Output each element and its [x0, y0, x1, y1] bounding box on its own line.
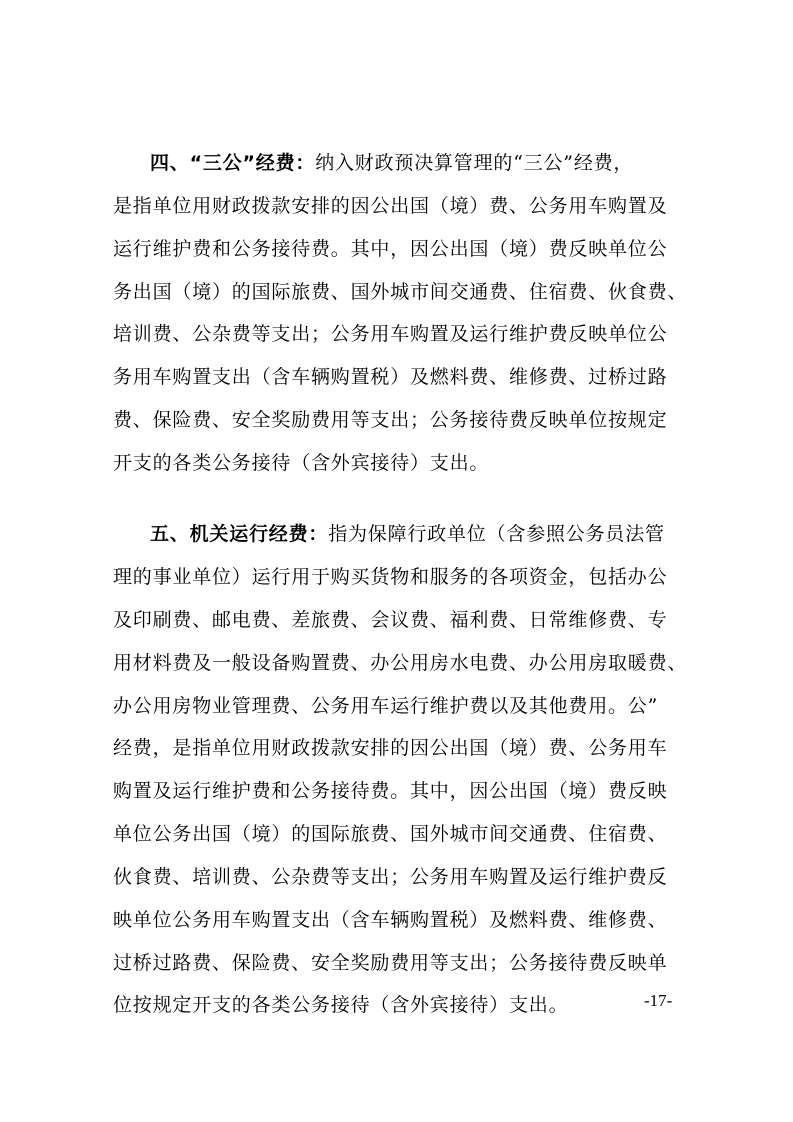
section5-line-10: 过桥过路费、保险费、安全奖励费用等支出；公务接待费反映单 [113, 952, 668, 974]
section4-line-7: 开支的各类公务接待（含外宾接待）支出。 [113, 452, 490, 474]
section5-heading: 五、机关运行经费： [150, 523, 329, 545]
section5-first-line [150, 522, 665, 546]
section4-line-1: 是指单位用财政拨款安排的因公出国（境）费、公务用车购置及 [113, 195, 668, 217]
section5-line-6: 购置及运行维护费和公务接待费。其中，因公出国（境）费反映 [113, 780, 668, 802]
page-number: -17- [644, 991, 673, 1010]
section4-line-4: 培训费、公杂费等支出；公务用车购置及运行维护费反映单位公 [113, 323, 668, 345]
section5-line-2: 及印刷费、邮电费、差旅费、会议费、福利费、日常维修费、专 [113, 609, 668, 631]
section5-line-7: 单位公务出国（境）的国际旅费、国外城市间交通费、住宿费、 [113, 823, 668, 845]
section5-line-11: 位按规定开支的各类公务接待（含外宾接待）支出。 [113, 994, 569, 1016]
section4-line-0: 纳入财政预决算管理的“三公”经费， [315, 152, 634, 174]
section5-line-0: 指为保障行政单位（含参照公务员法管 [328, 523, 665, 545]
section4-heading: 四、“三公”经费： [150, 152, 316, 174]
section4-line-6: 费、保险费、安全奖励费用等支出；公务接待费反映单位按规定 [113, 409, 668, 431]
section5-line-9: 映单位公务用车购置支出（含车辆购置税）及燃料费、维修费、 [113, 909, 668, 931]
section5-line-8: 伙食费、培训费、公杂费等支出；公务用车购置及运行维护费反 [113, 866, 668, 888]
section5-line-4: 办公用房物业管理费、公务用车运行维护费以及其他费用。公” [113, 695, 659, 717]
section4-first-line [150, 151, 633, 175]
section4-line-3: 务出国（境）的国际旅费、国外城市间交通费、住宿费、伙食费、 [113, 281, 688, 303]
section4-line-2: 运行维护费和公务接待费。其中，因公出国（境）费反映单位公 [113, 238, 668, 260]
section5-line-1: 理的事业单位）运行用于购买货物和服务的各项资金，包括办公 [113, 566, 668, 588]
section5-line-3: 用材料费及一般设备购置费、办公用房水电费、办公用房取暖费、 [113, 652, 688, 674]
section5-line-5: 经费，是指单位用财政拨款安排的因公出国（境）费、公务用车 [113, 737, 668, 759]
section4-line-5: 务用车购置支出（含车辆购置税）及燃料费、维修费、过桥过路 [113, 366, 668, 388]
